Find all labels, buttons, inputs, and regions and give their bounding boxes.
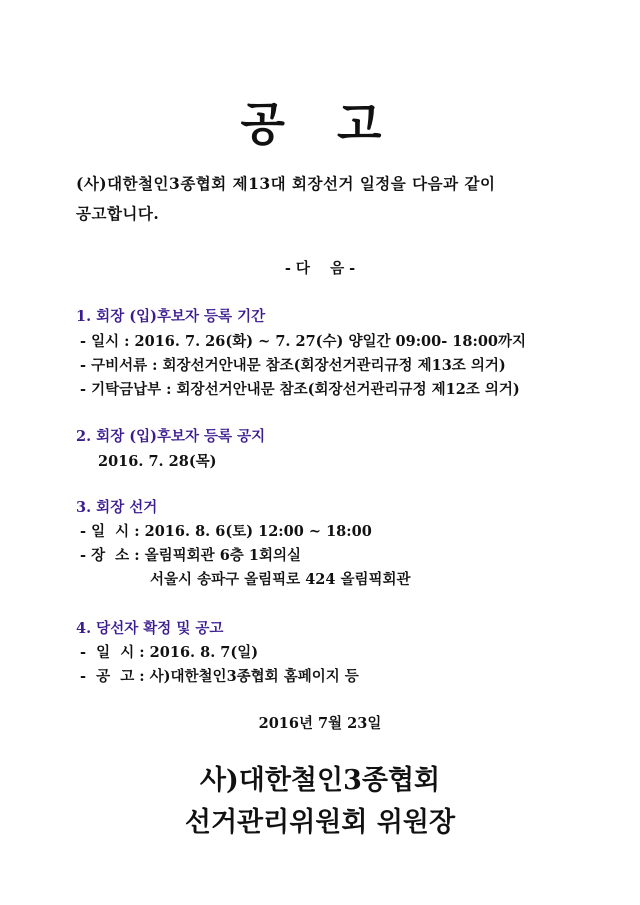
signature-org: 사)대한철인3종협회 bbox=[199, 765, 441, 796]
document-title: 공 고 bbox=[240, 97, 400, 151]
section-3-line: - 장 소 : 올림픽회관 6층 1회의실 bbox=[80, 547, 301, 564]
intro-line-1: (사)대한철인3종협회 제13대 회장선거 일정을 다음과 같이 bbox=[76, 174, 496, 193]
section-3-heading: 3. 회장 선거 bbox=[76, 499, 158, 516]
section-4-line: - 공 고 : 사)대한철인3종협회 홈페이지 등 bbox=[80, 668, 359, 685]
section-2-line: 2016. 7. 28(목) bbox=[98, 453, 217, 470]
subheading: - 다 음 - bbox=[284, 260, 356, 277]
signature-title: 선거관리위원회 위원장 bbox=[184, 807, 456, 838]
section-1-line: - 구비서류 : 회장선거안내문 참조(회장선거관리규정 제13조 의거) bbox=[80, 357, 506, 374]
section-1-line: - 기탁금납부 : 회장선거안내문 참조(회장선거관리규정 제12조 의거) bbox=[80, 381, 520, 398]
section-1-heading: 1. 회장 (입)후보자 등록 기간 bbox=[76, 308, 266, 325]
section-4-line: - 일 시 : 2016. 8. 7(일) bbox=[80, 644, 259, 661]
section-4-heading: 4. 당선자 확정 및 공고 bbox=[76, 620, 224, 637]
notice-date: 2016년 7월 23일 bbox=[258, 715, 382, 732]
section-3-line: 서울시 송파구 올림픽로 424 올림픽회관 bbox=[150, 571, 411, 588]
section-1-line: - 일시 : 2016. 7. 26(화) ~ 7. 27(수) 양일간 09:00- 18:00까지 bbox=[80, 333, 527, 350]
section-3-line: - 일 시 : 2016. 8. 6(토) 12:00 ~ 18:00 bbox=[80, 523, 372, 540]
section-2-heading: 2. 회장 (입)후보자 등록 공지 bbox=[76, 428, 266, 445]
intro-line-2: 공고합니다. bbox=[76, 204, 160, 223]
